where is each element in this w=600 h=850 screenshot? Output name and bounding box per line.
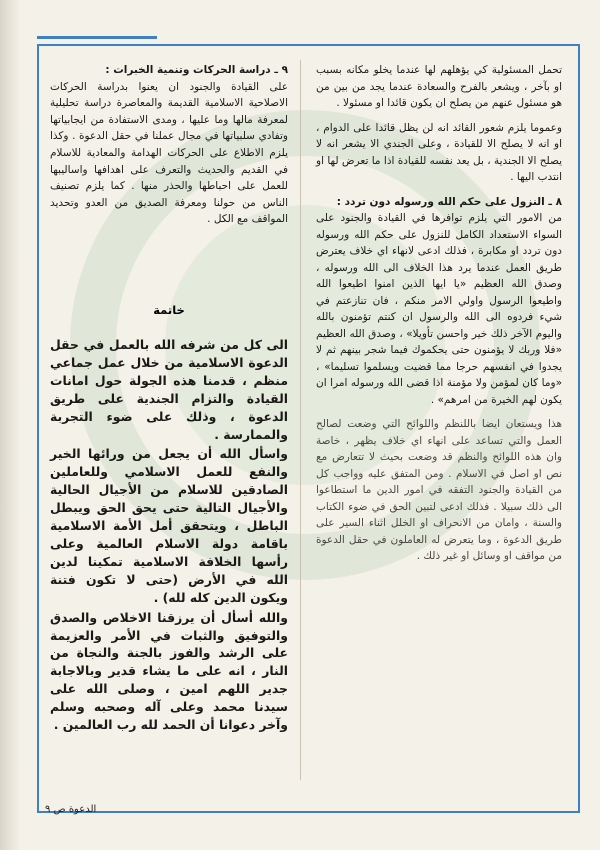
conclusion-para-1: الى كل من شرفه الله بالعمل في حقل الدعوة الاسلامية من خلال عمل جماعي منظم ، قدمنا هذه الجولة حول امانات القيادة والتزام الجندية على طريق الدعوة ، وذلك على ضوء التجربة والممارسة .: [50, 337, 288, 442]
conclusion-heading: خاتمة: [153, 303, 185, 317]
page-binding-shadow: [0, 0, 20, 850]
conclusion-para-3: والله أسأل أن يرزقنا الاخلاص والصدق والتوفيق والثبات في الأمر والعزيمة على الرشد والفوز بالجنة والنجاة من النار ، انه على ما يشاء قدير وبالاجابة جدير اللهم امين ، وصلى الله على سيدنا محمد وعلى آله وصحبه وسلم وآخر دعوانا أن الحمد لله رب العالمين .: [50, 609, 288, 733]
right-para-4: هذا ويستعان ايضا باللنظم واللوائح التي وضعت لصالح العمل والتي تساعد على انهاء اي خلاف يظهر ، خاصة وان هذه اللوائح والنظم قد وضعت بحيث لا تتعارض مع نص او اصل في الاسلام . ومن المتفق عليه وواجب كل من القيادة والجنود التفقه في امور الدين ما استطاعوا الى ذلك سبيلا . فذلك ادعى لتبين الحق في ضوء الكتاب والسنة ، وامان من الانحراف او الخلل اثناء السير على طريق الدعوة ، وما يتعرض له العاملون في حقل الدعوة من مواقف او وسائل او غير ذلك .: [316, 418, 562, 562]
right-para-2: وعموما يلزم شعور القائد انه لن يظل قائدا على الدوام ، او انه لا يصلح الا للقيادة ، وعلى الجندي الا يشعر انه لا يصلح الا الجندية ، بل يعد نفسه للقيادة اذا ما تعرض لها او انتدب اليها .: [316, 121, 562, 183]
left-column-top: [50, 62, 288, 228]
page-footer: الدعوة ص ٩: [45, 804, 97, 815]
section-8-heading: ٨ ـ النزول على حكم الله ورسوله دون تردد :: [336, 195, 562, 208]
top-accent-rule: [37, 36, 157, 39]
right-para-3: من الامور التي يلزم توافرها في القيادة والجنود على السواء الاستعداد الكامل للنزول على حكم الله ورسوله دون تردد او مكابرة ، فذلك ادعى لانهاء اي خلاف يعترض طريق العمل عندما يرد هذا الخلاف الى الله ورسوله ، وصدق الله العظيم «يا ايها الذين امنوا اطيعوا الله واطيعوا الرسول واولي الامر منكم ، فان تنازعتم في شيء فردوه الى الله والرسول ان كنتم تؤمنون بالله واليوم الآخر ذلك خير واحسن تأويلا» ، وصدق الله العظيم «فلا وربك لا يؤمنون حتى يحكموك فيما شجر بينهم ثم لا يجدوا في انفسهم حرجا مما قضيت ويسلموا تسليما» ، «وما كان لمؤمن ولا مؤمنة اذا قضى الله ورسوله امرا ان يكون لهم الخيرة من امرهم» .: [316, 212, 562, 406]
right-column: [316, 62, 562, 565]
conclusion-body: [50, 336, 288, 734]
right-para-1: تحمل المسئولية كي يؤهلهم لها عندما يخلو مكانه بسبب او بآخر ، ويشعر بالفرح والسعادة عندما يجد من بين من هو مسئول عنهم من يصلح ان يكون قائدا او مسئولا .: [316, 64, 562, 109]
conclusion-para-2: واسأل الله أن يجعل من ورائها الخير والنفع للعمل الاسلامي وللعاملين الصادقين للاسلام من الأجيال الحالية والأجيال التالية حتى يحق الحق ويبطل الباطل ، ويتحقق أمل الأمة الاسلامية باقامة دولة الاسلام العالمية وعلى رأسها الخلافة الاسلامية تمكينا لدين الله في الأرض (حتى لا تكون فتنة ويكون الدين كله لله) .: [50, 446, 288, 605]
left-para-1: على القيادة والجنود ان يعنوا بدراسة الحركات الاصلاحية الاسلامية القديمة والمعاصرة دراسة تحليلية لمعرفة مالها وما عليها ، ومدى الاستفادة من ايجابياتها وتفادي سلبياتها في مجال عملنا في حقل الدعوة . وكذا يلزم الاطلاع على الحركات الهدامة والمعادية للاسلام في القديم والحديث والتعرف على اهدافها واساليبها للعمل على احباطها والحذر منها . كما يلزم تصنيف الناس من حولنا ومعرفة الصديق من العدو وتحديد المواقف مع الكل .: [50, 80, 288, 226]
column-divider: [300, 60, 301, 780]
section-9-heading: ٩ ـ دراسة الحركات وتنمية الخبرات :: [105, 64, 288, 76]
